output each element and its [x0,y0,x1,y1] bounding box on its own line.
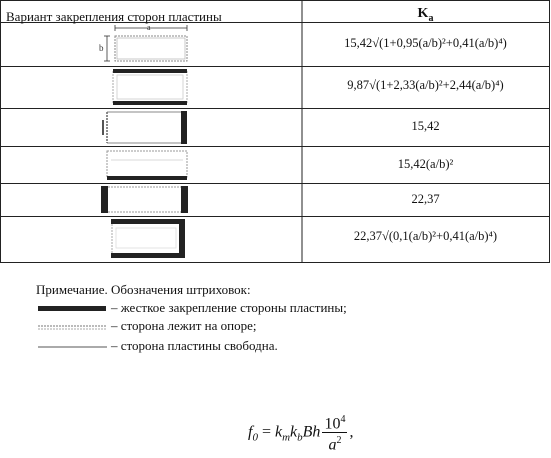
eq-den-sup: 2 [336,435,342,447]
header-ka [302,6,549,24]
formula-row-1: 15,42√(1+0,95(a/b)²+0,41(a/b)⁴) [344,36,507,50]
plate-sketch-row-1 [104,25,187,61]
header-k-subscript: a [428,12,434,24]
eq-num: 10 [324,415,341,433]
eq-comma: , [349,423,354,441]
dim-label-b: b [99,43,104,53]
eq-bh: Bh [302,423,321,441]
plate-sketch-row-3 [102,111,187,144]
plate-sketch-row-5 [101,186,188,213]
dim-label-a: a [147,23,151,32]
eq-fraction [322,412,347,454]
eq-f-sub: 0 [252,431,258,444]
legend-supported-text: – сторона лежит на опоре; [111,318,257,333]
formula-row-5: 22,37 [411,192,440,206]
legend-thin-line [37,338,109,356]
plate-sketch-row-6 [111,219,185,258]
eq-k1-sub: m [282,431,291,444]
plate-sketch-row-4 [107,151,187,180]
eq-num-sup: 4 [340,414,346,425]
note-title: Примечание. Обозначения штриховок: [36,282,251,297]
eq-k2: k [290,423,298,441]
plate-sketch-row-2 [113,69,187,105]
eq-f: f [248,423,253,441]
formula-row-3: 15,42 [411,119,440,133]
header-variant: Вариант закрепления сторон пластины [6,9,222,24]
header-k: K [417,6,429,21]
eq-k2-sub: b [297,431,303,444]
formula-row-2: 9,87√(1+2,33(a/b)²+2,44(a/b)⁴) [347,78,504,92]
formula-row-4: 15,42(a/b)² [397,157,454,171]
legend-thick-line [37,300,109,318]
eq-k1: k [274,423,283,441]
legend-dotted-line [37,318,109,336]
eq-equals: = [257,423,275,441]
deflection-equation [248,412,353,454]
formula-row-6: 22,37√(0,1(a/b)²+0,41(a/b)⁴) [353,229,498,243]
legend-clamped-text: – жесткое закрепление стороны пластины; [111,300,347,315]
legend-free-text: – сторона пластины свободна. [111,338,278,353]
eq-den: a [328,436,337,454]
